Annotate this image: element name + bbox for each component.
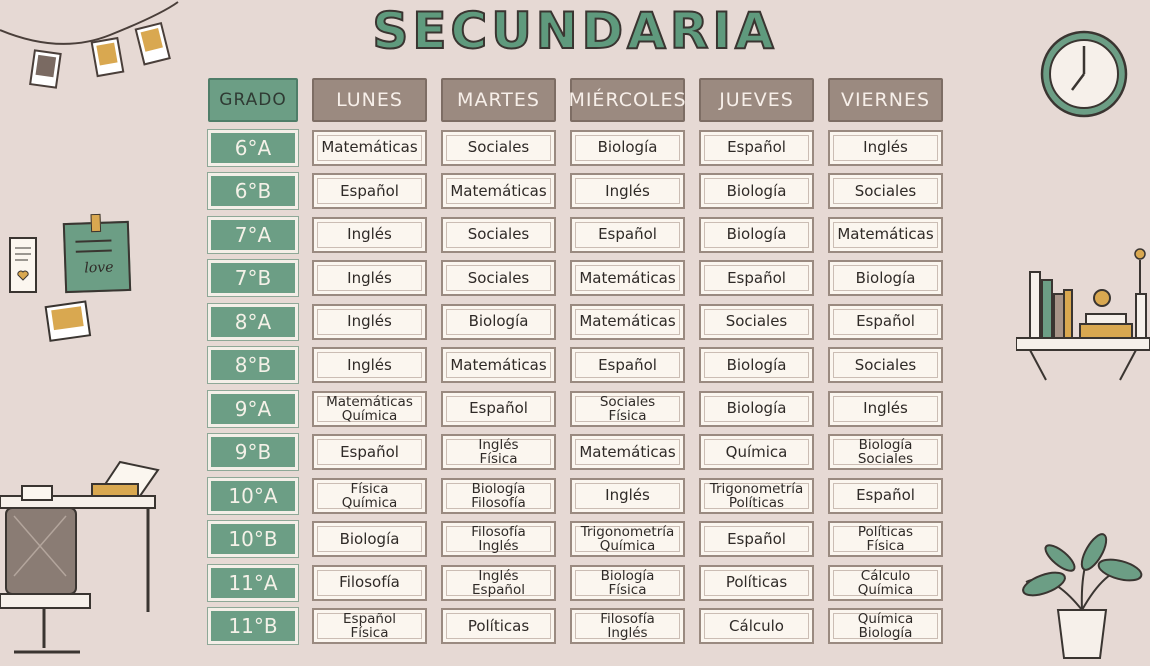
subject-label: Biología xyxy=(597,138,658,156)
subject-label: Sociales xyxy=(467,225,530,243)
schedule-cell xyxy=(699,521,814,557)
schedule-cell xyxy=(312,217,427,253)
schedule-cell xyxy=(699,130,814,166)
subject-label: Políticas xyxy=(725,573,788,591)
schedule-cell xyxy=(441,565,556,601)
schedule-cell xyxy=(312,521,427,557)
header-day-wednesday: MIÉRCOLES xyxy=(570,78,685,122)
header-day-monday: LUNES xyxy=(312,78,427,122)
schedule-cell xyxy=(570,260,685,296)
subject-label: Química xyxy=(341,494,398,511)
schedule-cell xyxy=(699,434,814,470)
subject-label: Español xyxy=(727,529,786,548)
subject-label: Español xyxy=(856,486,915,504)
office-chair-icon xyxy=(0,476,110,666)
subject-label: Matemáticas xyxy=(450,181,547,200)
sticky-note-text: love xyxy=(84,259,114,277)
grade-label: 9°A xyxy=(208,391,298,427)
subject-label: Sociales xyxy=(725,312,788,330)
subject-label: Biología xyxy=(726,181,787,200)
grade-label: 6°B xyxy=(208,173,298,209)
schedule-cell xyxy=(570,347,685,383)
subject-label: Matemáticas xyxy=(837,225,934,243)
schedule-cell xyxy=(699,391,814,427)
schedule-cell xyxy=(570,391,685,427)
schedule-cell xyxy=(828,130,943,166)
schedule-cell xyxy=(699,304,814,340)
subject-label: Filosofía xyxy=(471,494,526,511)
schedule-cell xyxy=(828,217,943,253)
schedule-cell xyxy=(699,478,814,514)
subject-label: Trigonometría xyxy=(580,524,675,540)
subject-label: Inglés xyxy=(347,312,392,330)
subject-label: Políticas xyxy=(728,494,785,511)
schedule-cell xyxy=(699,565,814,601)
schedule-cell xyxy=(570,565,685,601)
schedule-cell xyxy=(570,608,685,644)
schedule-cell xyxy=(312,565,427,601)
grade-label: 8°A xyxy=(208,304,298,340)
schedule-cell xyxy=(570,478,685,514)
subject-label: Inglés xyxy=(478,538,519,554)
subject-label: Inglés xyxy=(605,486,650,504)
subject-label: Biología xyxy=(858,625,913,641)
grade-label: 11°A xyxy=(208,565,298,601)
subject-label: Inglés xyxy=(478,567,519,584)
subject-label: Matemáticas xyxy=(450,355,547,374)
schedule-cell xyxy=(570,130,685,166)
subject-label: Química xyxy=(341,407,398,424)
schedule-cell xyxy=(441,260,556,296)
subject-label: Inglés xyxy=(605,181,650,200)
schedule-cell xyxy=(441,608,556,644)
bookshelf-icon xyxy=(1016,240,1150,384)
schedule-cell xyxy=(441,130,556,166)
grade-label: 11°B xyxy=(208,608,298,644)
subject-label: Español xyxy=(598,225,657,243)
subject-label: Biología xyxy=(339,529,400,548)
subject-label: Física xyxy=(350,480,389,497)
subject-label: Biología xyxy=(726,225,787,243)
schedule-cell xyxy=(441,478,556,514)
subject-label: Español xyxy=(472,581,525,598)
subject-label: Matemáticas xyxy=(579,442,676,461)
schedule-cell xyxy=(828,391,943,427)
subject-label: Cálculo xyxy=(860,567,911,584)
subject-label: Matemáticas xyxy=(579,268,676,287)
subject-label: Sociales xyxy=(854,355,917,374)
schedule-cell xyxy=(312,347,427,383)
subject-label: Cálculo xyxy=(729,616,784,635)
schedule-cell xyxy=(570,304,685,340)
subject-label: Filosofía xyxy=(471,524,526,540)
subject-label: Física xyxy=(608,407,647,424)
subject-label: Química xyxy=(857,581,914,598)
schedule-cell xyxy=(699,260,814,296)
schedule-cell xyxy=(312,608,427,644)
schedule-cell xyxy=(441,521,556,557)
schedule-cell xyxy=(312,304,427,340)
sticky-note-icon xyxy=(63,221,131,293)
schedule-cell xyxy=(441,347,556,383)
schedule-cell xyxy=(828,304,943,340)
subject-label: Inglés xyxy=(607,625,648,641)
schedule-cell xyxy=(828,347,943,383)
schedule-cell xyxy=(441,173,556,209)
potted-plant-icon xyxy=(1020,530,1145,662)
schedule-cell xyxy=(441,434,556,470)
subject-label: Español xyxy=(856,312,915,330)
schedule-cell xyxy=(699,347,814,383)
subject-label: Matemáticas xyxy=(321,138,418,156)
wall-clock-icon xyxy=(1038,28,1130,120)
subject-label: Trigonometría xyxy=(709,480,804,497)
subject-label: Biología xyxy=(726,399,787,417)
schedule-table xyxy=(208,78,943,644)
subject-label: Química xyxy=(599,538,656,554)
subject-label: Español xyxy=(727,268,786,287)
schedule-cell xyxy=(828,521,943,557)
subject-label: Biología xyxy=(471,480,526,497)
subject-label: Física xyxy=(350,625,389,641)
subject-label: Biología xyxy=(600,567,655,584)
subject-label: Inglés xyxy=(347,268,392,287)
schedule-cell xyxy=(312,478,427,514)
subject-label: Inglés xyxy=(478,437,519,453)
subject-label: Español xyxy=(340,181,399,200)
subject-label: Español xyxy=(343,611,396,627)
subject-label: Inglés xyxy=(347,355,392,374)
header-day-thursday: JUEVES xyxy=(699,78,814,122)
subject-label: Química xyxy=(857,611,914,627)
notepad-icon xyxy=(8,236,38,294)
schedule-cell xyxy=(699,217,814,253)
schedule-cell xyxy=(312,130,427,166)
grade-label: 10°B xyxy=(208,521,298,557)
schedule-cell xyxy=(312,260,427,296)
subject-label: Biología xyxy=(855,268,916,287)
subject-label: Políticas xyxy=(857,524,914,540)
schedule-cell xyxy=(312,173,427,209)
subject-label: Biología xyxy=(468,312,529,330)
subject-label: Sociales xyxy=(467,138,530,156)
subject-label: Inglés xyxy=(863,399,908,417)
grade-label: 7°B xyxy=(208,260,298,296)
schedule-cell xyxy=(828,434,943,470)
grade-label: 7°A xyxy=(208,217,298,253)
subject-label: Biología xyxy=(726,355,787,374)
subject-label: Filosofía xyxy=(339,573,400,591)
schedule-cell xyxy=(828,173,943,209)
subject-label: Física xyxy=(479,451,518,467)
schedule-cell xyxy=(441,304,556,340)
schedule-cell xyxy=(570,173,685,209)
schedule-cell xyxy=(570,521,685,557)
subject-label: Sociales xyxy=(599,393,656,410)
subject-label: Políticas xyxy=(467,616,530,635)
page-title: SECUNDARIA xyxy=(372,2,778,60)
header-day-tuesday: MARTES xyxy=(441,78,556,122)
subject-label: Sociales xyxy=(467,268,530,287)
subject-label: Inglés xyxy=(863,138,908,156)
schedule-cell xyxy=(312,391,427,427)
schedule-cell xyxy=(441,217,556,253)
schedule-cell xyxy=(312,434,427,470)
schedule-cell xyxy=(828,260,943,296)
subject-label: Física xyxy=(608,581,647,598)
subject-label: Español xyxy=(340,442,399,461)
schedule-cell xyxy=(570,217,685,253)
subject-label: Matemáticas xyxy=(579,312,676,330)
header-grade: GRADO xyxy=(208,78,298,122)
schedule-cell xyxy=(828,565,943,601)
polaroid-icon xyxy=(42,298,96,346)
grade-label: 9°B xyxy=(208,434,298,470)
subject-label: Química xyxy=(725,442,788,461)
subject-label: Física xyxy=(866,538,905,554)
grade-label: 10°A xyxy=(208,478,298,514)
subject-label: Español xyxy=(727,138,786,156)
subject-label: Inglés xyxy=(347,225,392,243)
schedule-cell xyxy=(699,173,814,209)
grade-label: 6°A xyxy=(208,130,298,166)
subject-label: Filosofía xyxy=(600,611,655,627)
subject-label: Matemáticas xyxy=(326,393,413,410)
subject-label: Sociales xyxy=(857,451,914,467)
schedule-cell xyxy=(570,434,685,470)
subject-label: Español xyxy=(598,355,657,374)
schedule-cell xyxy=(441,391,556,427)
grade-label: 8°B xyxy=(208,347,298,383)
schedule-cell xyxy=(828,478,943,514)
subject-label: Sociales xyxy=(854,181,917,200)
subject-label: Español xyxy=(469,399,528,417)
header-day-friday: VIERNES xyxy=(828,78,943,122)
schedule-cell xyxy=(699,608,814,644)
photo-garland-icon xyxy=(0,0,180,100)
subject-label: Biología xyxy=(858,437,913,453)
schedule-cell xyxy=(828,608,943,644)
